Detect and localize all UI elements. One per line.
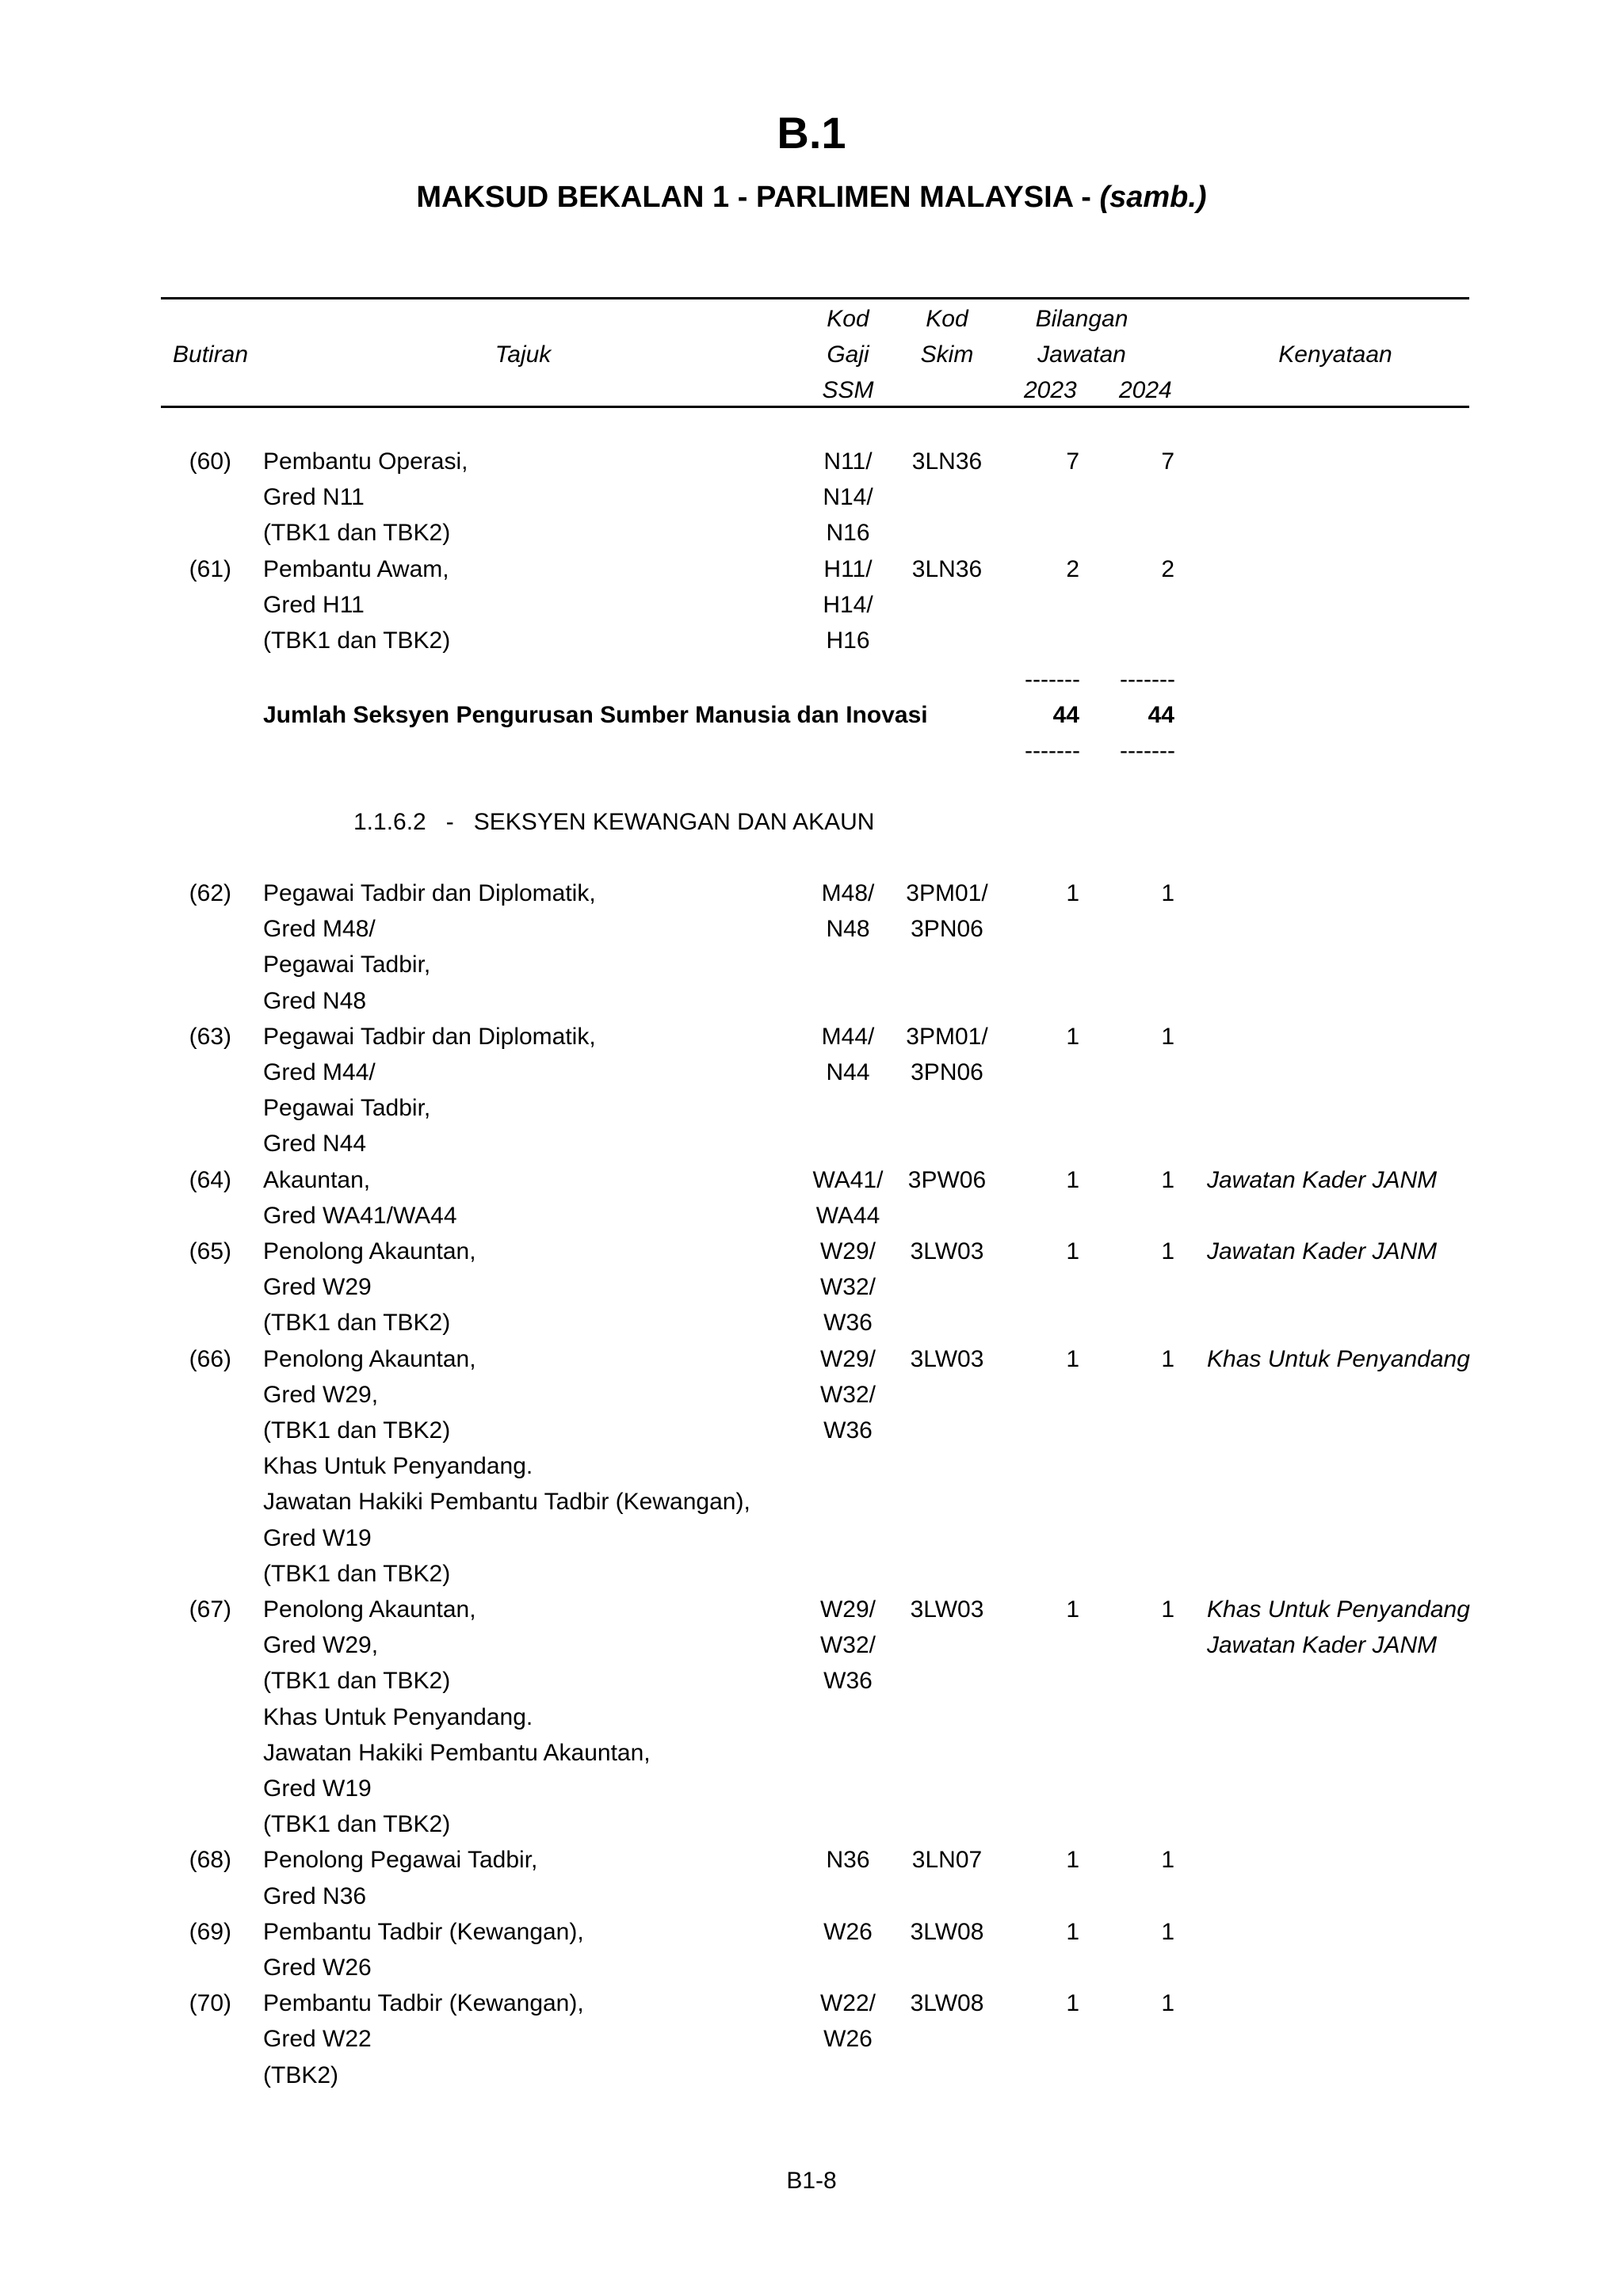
row-title-line: Gred M48/ [263,916,376,943]
row-title-line: (TBK1 dan TBK2) [263,1668,451,1695]
header-bilangan-2: Jawatan [1037,341,1126,368]
header-kod-gaji-3: SSM [822,377,874,403]
subtitle-samb: (samb.) [1099,181,1207,214]
row-count-2024: 1 [1161,1596,1174,1623]
row-count-2024: 1 [1161,1023,1174,1050]
header-butiran: Butiran [173,341,249,368]
row-title-line: Gred W22 [263,2026,372,2053]
row-number: (61) [189,555,231,582]
row-title-line: Gred N36 [263,1882,367,1909]
subtitle-main: MAKSUD BEKALAN 1 - PARLIMEN MALAYSIA - [416,181,1100,214]
row-kod-skim: 3PN06 [911,916,983,943]
header-tajuk: Tajuk [495,341,552,368]
row-number: (64) [189,1166,231,1193]
row-title-line: Gred N44 [263,1131,367,1158]
row-title-line: Gred W19 [263,1524,372,1551]
row-title-line: Gred W26 [263,1955,372,1981]
row-kod-gaji: N16 [826,520,870,547]
row-kod-gaji: W26 [823,2026,873,2053]
row-count-2023: 1 [1066,1345,1079,1372]
row-title-line: Khas Untuk Penyandang. [263,1703,533,1730]
document-title: B.1 [777,108,846,158]
row-number: (69) [189,1918,231,1945]
section-sep: - [445,809,454,835]
header-kod-gaji-1: Kod [827,306,869,332]
row-kod-gaji: N11/ [823,448,873,475]
row-title-line: Pembantu Operasi, [263,448,468,475]
header-kod-skim-2: Skim [920,341,974,368]
row-number: (70) [189,1990,231,2017]
row-kod-skim: 3PN06 [911,1059,983,1085]
section-code: 1.1.6.2 [353,809,426,835]
row-count-2023: 1 [1066,1238,1079,1264]
row-title-line: Penolong Akauntan, [263,1238,476,1264]
row-count-2024: 1 [1161,1345,1174,1372]
row-count-2024: 1 [1161,1847,1174,1874]
row-kod-gaji: W22/ [819,1990,876,2017]
row-kod-gaji: M44/ [821,1023,875,1050]
header-year-2023: 2023 [1024,377,1077,403]
row-title-line: Pegawai Tadbir dan Diplomatik, [263,1023,596,1050]
row-kod-gaji: W32/ [819,1632,876,1659]
row-kod-gaji: W29/ [819,1345,876,1372]
header-kod-gaji-2: Gaji [827,341,869,368]
row-count-2023: 7 [1066,448,1079,475]
row-kod-gaji: H16 [826,627,870,654]
row-kod-gaji: W36 [823,1668,873,1695]
row-kod-gaji: H11/ [823,555,873,582]
row-title-line: (TBK1 dan TBK2) [263,1560,451,1587]
row-kod-gaji: N48 [826,916,870,943]
total-2023: 44 [1052,702,1079,728]
row-count-2023: 1 [1066,1166,1079,1193]
row-number: (66) [189,1345,231,1372]
row-kod-skim: 3PM01/ [906,880,988,906]
row-title-line: Pegawai Tadbir dan Diplomatik, [263,880,596,906]
row-kod-gaji: W29/ [819,1238,876,1264]
row-kod-gaji: W32/ [819,1381,876,1408]
row-title-line: Gred W19 [263,1775,372,1802]
row-title-line: (TBK1 dan TBK2) [263,1417,451,1444]
header-top-rule [161,297,1469,299]
row-count-2024: 7 [1161,448,1174,475]
row-title-line: Gred WA41/WA44 [263,1202,457,1229]
row-kod-gaji: W26 [823,1918,873,1945]
row-number: (65) [189,1238,231,1264]
row-number: (63) [189,1023,231,1050]
row-kod-skim: 3LW08 [910,1918,984,1945]
row-count-2023: 1 [1066,1023,1079,1050]
row-kod-gaji: N36 [826,1847,870,1874]
row-kod-gaji: N44 [826,1059,870,1085]
section-name: SEKSYEN KEWANGAN DAN AKAUN [473,809,875,835]
total-label: Jumlah Seksyen Pengurusan Sumber Manusia dan Inovasi [263,702,928,728]
header-kenyataan: Kenyataan [1278,341,1392,368]
row-title-line: Gred W29, [263,1632,379,1659]
row-kod-gaji: WA44 [815,1202,880,1229]
row-kod-gaji: H14/ [823,591,873,618]
total-bottom-dash-2024: ------- [1120,738,1175,764]
row-title-line: Jawatan Hakiki Pembantu Tadbir (Kewangan), [263,1489,750,1516]
row-title-line: Pegawai Tadbir, [263,1095,431,1122]
row-count-2024: 1 [1161,1918,1174,1945]
section-heading [353,804,874,840]
row-kenyataan: Jawatan Kader JANM [1207,1632,1438,1659]
page-number: B1-8 [786,2168,837,2194]
row-title-line: Gred N48 [263,987,367,1014]
row-count-2023: 1 [1066,1847,1079,1874]
row-title-line: Pegawai Tadbir, [263,952,431,978]
row-title-line: Jawatan Hakiki Pembantu Akauntan, [263,1739,651,1766]
row-count-2024: 1 [1161,880,1174,906]
row-kod-gaji: W32/ [819,1274,876,1301]
total-2024: 44 [1148,702,1174,728]
row-title-line: Gred N11 [263,484,365,511]
row-count-2024: 1 [1161,1990,1174,2017]
row-title-line: Penolong Pegawai Tadbir, [263,1847,538,1874]
row-kod-skim: 3PW06 [907,1166,987,1193]
header-year-2024: 2024 [1119,377,1172,403]
row-count-2023: 1 [1066,1990,1079,2017]
row-title-line: Gred W29, [263,1381,379,1408]
row-kod-gaji: W36 [823,1310,873,1337]
header-bilangan-1: Bilangan [1035,306,1128,332]
row-count-2024: 1 [1161,1238,1174,1264]
row-title-line: Pembantu Tadbir (Kewangan), [263,1990,584,2017]
row-kod-gaji: N14/ [823,484,873,511]
row-count-2023: 2 [1066,555,1079,582]
row-kod-skim: 3LN36 [911,555,983,582]
row-kod-skim: 3LW03 [910,1345,984,1372]
row-title-line: Gred H11 [263,591,365,618]
row-number: (68) [189,1847,231,1874]
row-title-line: Penolong Akauntan, [263,1596,476,1623]
row-kod-gaji: WA41/ [812,1166,884,1193]
row-count-2024: 1 [1161,1166,1174,1193]
document-subtitle [0,176,1623,219]
header-bottom-rule [161,406,1469,408]
row-title-line: (TBK1 dan TBK2) [263,1811,451,1838]
row-kod-skim: 3LW03 [910,1238,984,1264]
total-top-dash-2023: ------- [1025,666,1080,692]
row-title-line: Pembantu Tadbir (Kewangan), [263,1918,584,1945]
row-kod-skim: 3LW08 [910,1990,984,2017]
row-kod-skim: 3PM01/ [906,1023,988,1050]
row-title-line: Khas Untuk Penyandang. [263,1453,533,1480]
row-title-line: (TBK1 dan TBK2) [263,1310,451,1337]
row-kod-gaji: W36 [823,1417,873,1444]
row-title-line: Akauntan, [263,1166,371,1193]
row-kod-gaji: M48/ [821,880,875,906]
row-count-2024: 2 [1161,555,1174,582]
row-count-2023: 1 [1066,880,1079,906]
row-kenyataan: Jawatan Kader JANM [1207,1166,1438,1193]
row-title-line: (TBK1 dan TBK2) [263,520,451,547]
row-title-line: Gred W29 [263,1274,372,1301]
row-number: (67) [189,1596,231,1623]
row-number: (62) [189,880,231,906]
row-title-line: Gred M44/ [263,1059,376,1085]
row-number: (60) [189,448,231,475]
row-count-2023: 1 [1066,1918,1079,1945]
row-title-line: Penolong Akauntan, [263,1345,476,1372]
row-kod-skim: 3LN36 [911,448,983,475]
header-kod-skim-1: Kod [926,306,968,332]
total-top-dash-2024: ------- [1120,666,1175,692]
total-bottom-dash-2023: ------- [1025,738,1080,764]
row-count-2023: 1 [1066,1596,1079,1623]
row-kenyataan: Jawatan Kader JANM [1207,1238,1438,1264]
row-title-line: (TBK1 dan TBK2) [263,627,451,654]
row-kod-skim: 3LW03 [910,1596,984,1623]
row-title-line: Pembantu Awam, [263,555,449,582]
row-kenyataan: Khas Untuk Penyandang [1207,1596,1470,1623]
row-title-line: (TBK2) [263,2061,339,2088]
row-kod-skim: 3LN07 [911,1847,983,1874]
row-kenyataan: Khas Untuk Penyandang [1207,1345,1470,1372]
row-kod-gaji: W29/ [819,1596,876,1623]
